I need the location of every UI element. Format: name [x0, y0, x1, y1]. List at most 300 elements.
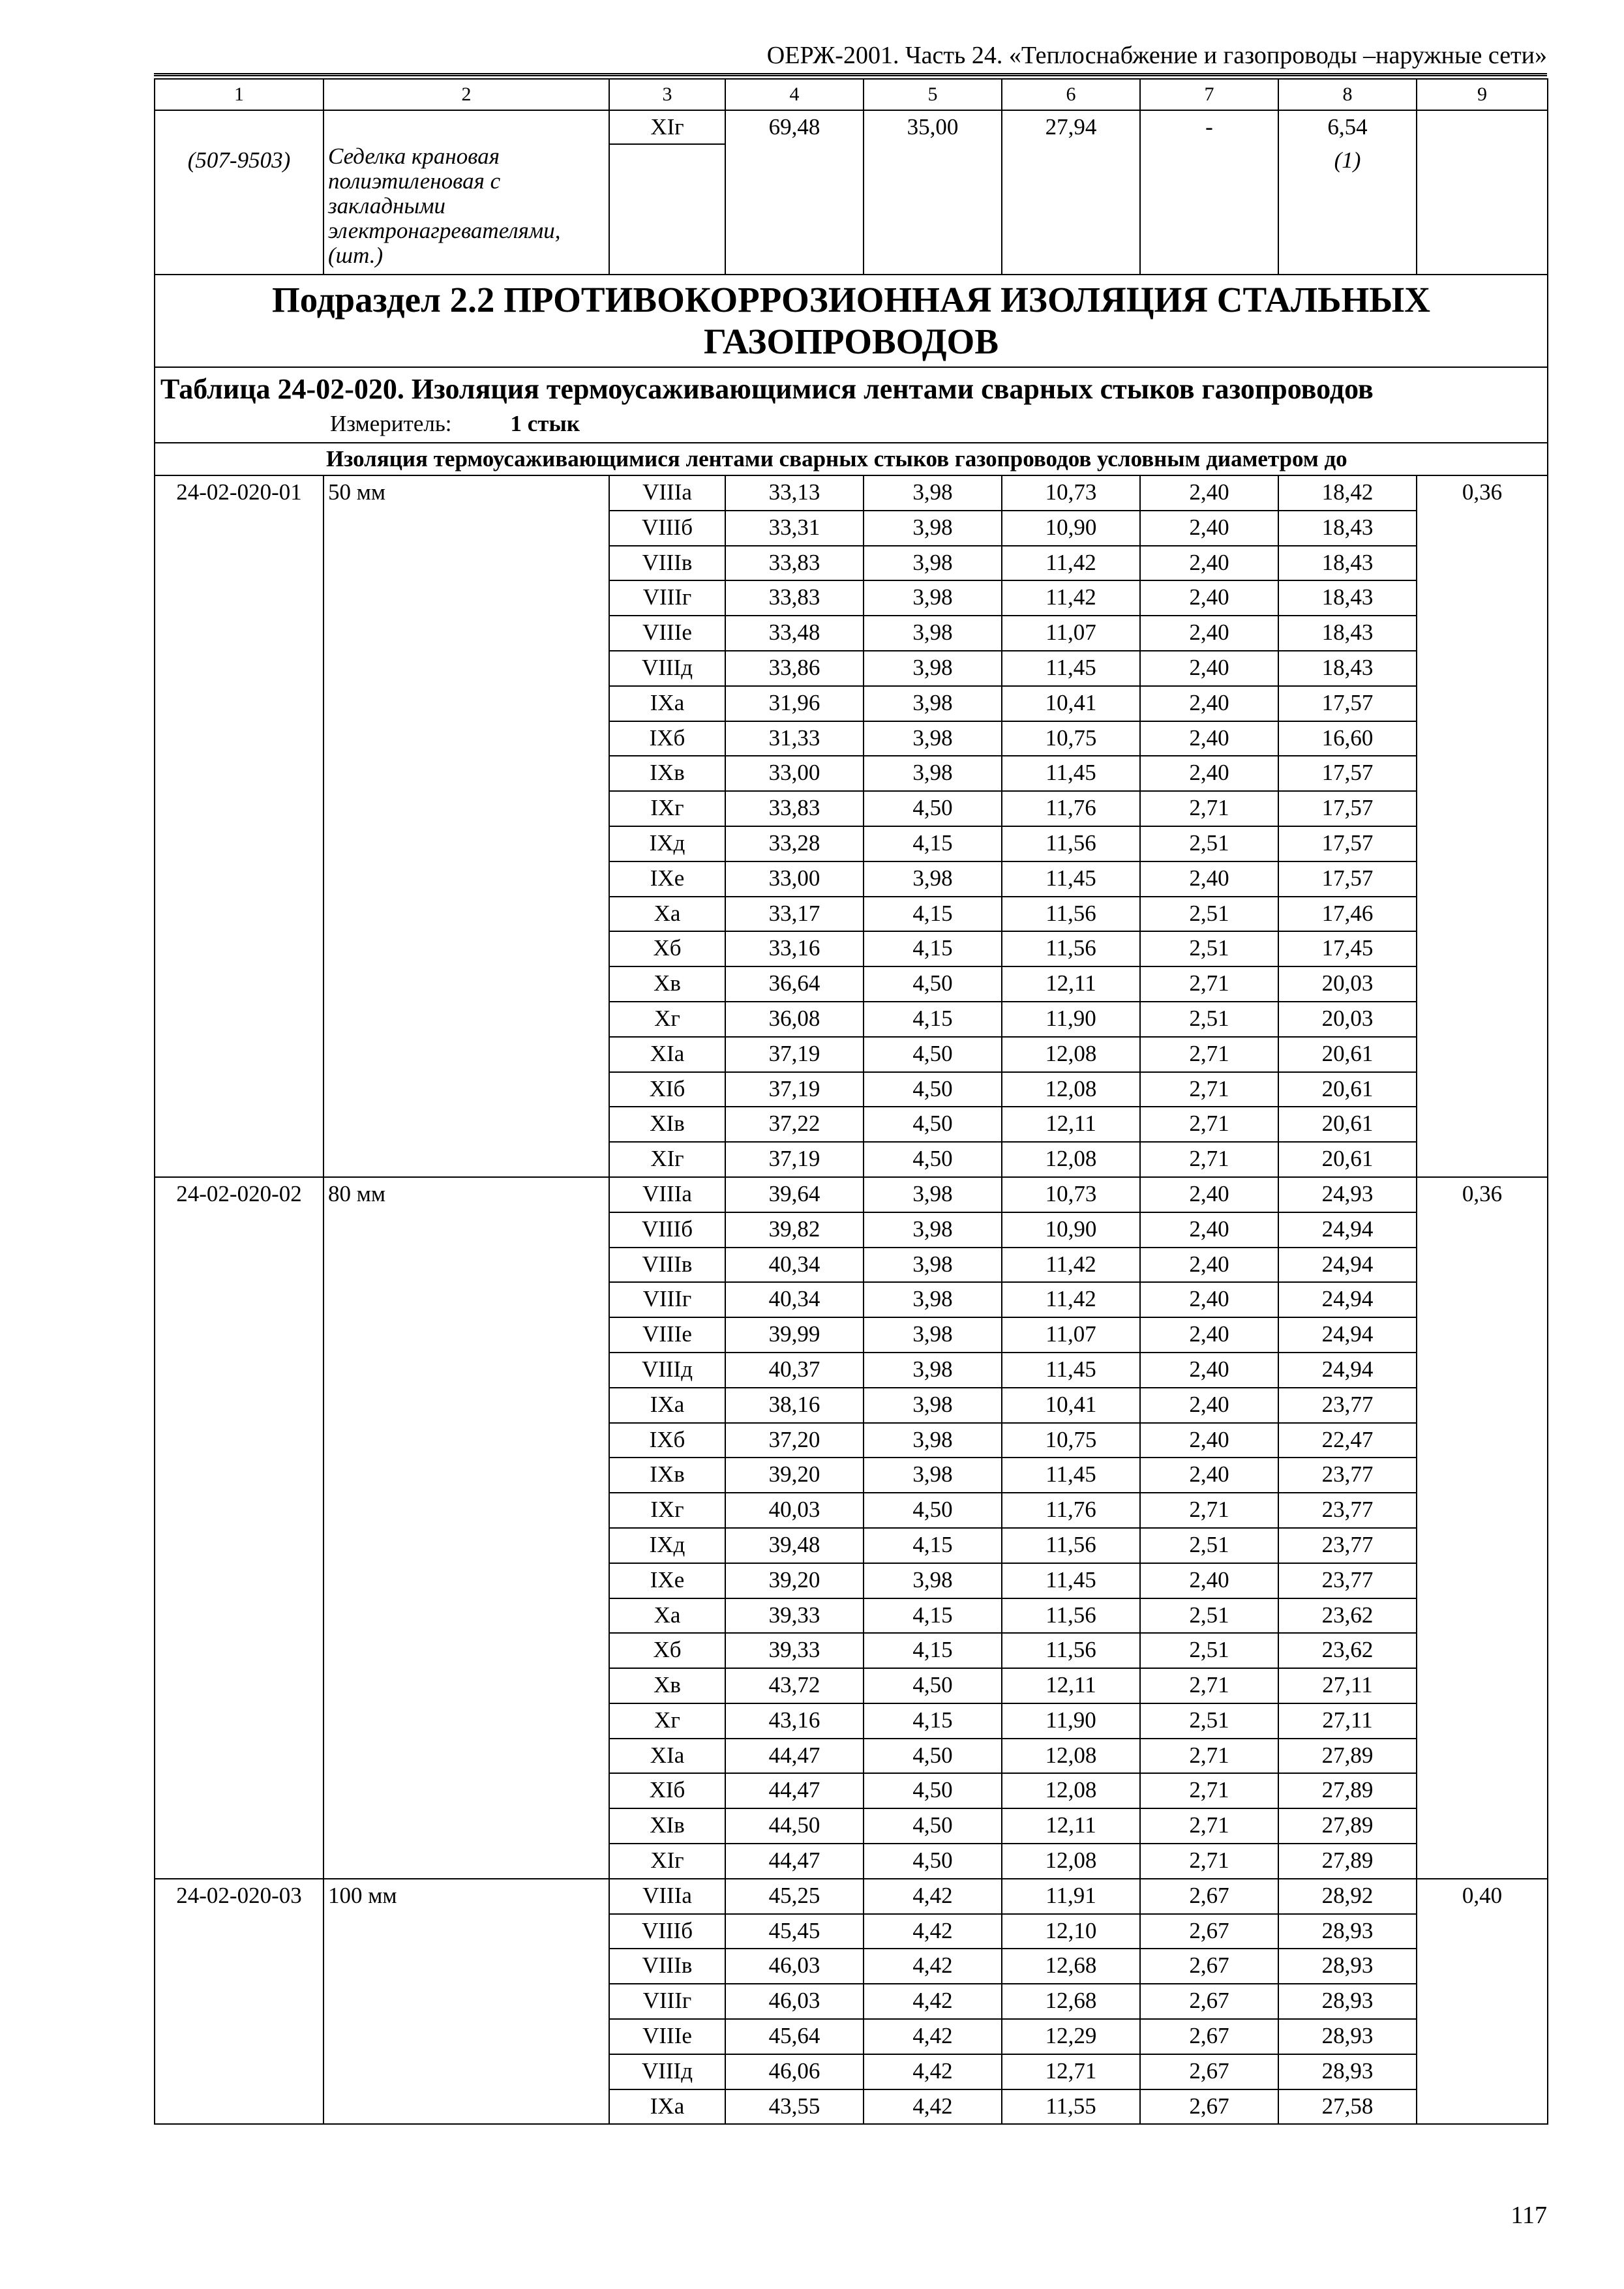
- value-cell: 37,19: [725, 1072, 864, 1107]
- value-cell: 4,50: [864, 1107, 1002, 1142]
- value-cell: 28,93: [1278, 2054, 1417, 2089]
- value-cell: 40,03: [725, 1493, 864, 1528]
- value-cell: 3,98: [864, 1458, 1002, 1493]
- column-number: 3: [609, 79, 725, 110]
- zone-cell: IXг: [609, 1493, 725, 1528]
- value-cell: 4,42: [864, 1984, 1002, 2019]
- value-cell: 3,98: [864, 546, 1002, 581]
- zone-cell: Xв: [609, 966, 725, 1002]
- value-cell: 12,68: [1002, 1984, 1140, 2019]
- value-cell: 18,43: [1278, 511, 1417, 546]
- value-cell: 2,67: [1140, 1984, 1278, 2019]
- value-cell: 33,83: [725, 791, 864, 826]
- value-cell: 2,71: [1140, 966, 1278, 1002]
- value-cell: 11,55: [1002, 2089, 1140, 2125]
- value-cell: 3,98: [864, 1353, 1002, 1388]
- value-cell: 3,98: [864, 1563, 1002, 1598]
- value-cell: 2,40: [1140, 1212, 1278, 1248]
- column-number: 8: [1278, 79, 1417, 110]
- value-cell: 28,92: [1278, 1879, 1417, 1914]
- value-cell: 11,91: [1002, 1879, 1140, 1914]
- value-cell: 20,03: [1278, 1002, 1417, 1037]
- value-cell: 12,08: [1002, 1072, 1140, 1107]
- value-cell: 11,45: [1002, 861, 1140, 897]
- value-cell: 11,42: [1002, 546, 1140, 581]
- value-cell: 31,33: [725, 721, 864, 756]
- value-cell: 12,10: [1002, 1914, 1140, 1949]
- value-cell: 4,50: [864, 1808, 1002, 1844]
- zone-cell: VIIIв: [609, 546, 725, 581]
- value-cell: 31,96: [725, 686, 864, 721]
- zone-cell: Xа: [609, 897, 725, 932]
- item-name: 100 мм: [323, 1879, 609, 2125]
- zone-cell: IXб: [609, 721, 725, 756]
- value-cell: 4,50: [864, 1844, 1002, 1879]
- value-cell: 2,67: [1140, 1879, 1278, 1914]
- value-cell: 12,08: [1002, 1037, 1140, 1072]
- value-cell: 2,40: [1140, 546, 1278, 581]
- value-cell: 3,98: [864, 1212, 1002, 1248]
- zone-cell: VIIIе: [609, 1317, 725, 1353]
- value-cell: 46,03: [725, 1949, 864, 1984]
- value-cell: 4,42: [864, 2089, 1002, 2125]
- value-cell: 11,42: [1002, 1248, 1140, 1283]
- zone-cell: XIг: [609, 1844, 725, 1879]
- value-cell: 3,98: [864, 475, 1002, 511]
- value-cell: 44,47: [725, 1844, 864, 1879]
- value-cell: 2,40: [1140, 861, 1278, 897]
- value-cell: 17,57: [1278, 861, 1417, 897]
- value-cell: 4,42: [864, 2019, 1002, 2054]
- value-cell: 11,56: [1002, 931, 1140, 966]
- zone-cell: XIг: [609, 1142, 725, 1177]
- value-cell: 4,15: [864, 1598, 1002, 1634]
- value-cell: 44,47: [725, 1739, 864, 1774]
- zone-cell: XIв: [609, 1107, 725, 1142]
- running-title: ОЕРЖ-2001. Часть 24. «Теплоснабжение и газопроводы –наружные сети»: [154, 40, 1547, 76]
- value-cell: 28,93: [1278, 1914, 1417, 1949]
- zone-cell: IXе: [609, 1563, 725, 1598]
- value-cell: 2,51: [1140, 897, 1278, 932]
- page-number: 117: [1511, 2202, 1547, 2229]
- value-cell: 12,29: [1002, 2019, 1140, 2054]
- value-cell: 3,98: [864, 651, 1002, 686]
- value-cell: 16,60: [1278, 721, 1417, 756]
- value-cell: 2,71: [1140, 1142, 1278, 1177]
- value-cell: 4,15: [864, 1633, 1002, 1668]
- value-cell: 33,16: [725, 931, 864, 966]
- zone-cell: VIIIа: [609, 1177, 725, 1212]
- value-cell: 28,93: [1278, 2019, 1417, 2054]
- table-row: [155, 1879, 1548, 1914]
- zone-cell: IXг: [609, 791, 725, 826]
- value-cell: 33,83: [725, 580, 864, 616]
- value-cell: 33,00: [725, 756, 864, 791]
- value-cell: 4,42: [864, 1879, 1002, 1914]
- value-cell: 40,37: [725, 1353, 864, 1388]
- value-cell: 12,71: [1002, 2054, 1140, 2089]
- value-cell: 43,16: [725, 1703, 864, 1739]
- value-cell: 17,45: [1278, 931, 1417, 966]
- value-cell: 3,98: [864, 511, 1002, 546]
- value-cell: 3,98: [864, 721, 1002, 756]
- zone-cell: IXб: [609, 1423, 725, 1458]
- value-cell: 2,40: [1140, 616, 1278, 651]
- zone-cell: VIIIа: [609, 475, 725, 511]
- zone-cell: XIа: [609, 1739, 725, 1774]
- value-cell: 46,03: [725, 1984, 864, 2019]
- value-cell: 69,48: [725, 110, 864, 275]
- value-cell: 27,11: [1278, 1703, 1417, 1739]
- value-cell: 3,98: [864, 1177, 1002, 1212]
- value-cell: 40,34: [725, 1248, 864, 1283]
- zone-cell: IXе: [609, 861, 725, 897]
- value-cell: 3,98: [864, 1282, 1002, 1317]
- value-cell: 11,90: [1002, 1002, 1140, 1037]
- value-cell: 39,33: [725, 1633, 864, 1668]
- value-cell: 2,67: [1140, 2054, 1278, 2089]
- value-cell: 39,20: [725, 1563, 864, 1598]
- value-cell: 33,17: [725, 897, 864, 932]
- value-cell: 4,42: [864, 2054, 1002, 2089]
- value-cell: 3,98: [864, 1317, 1002, 1353]
- zone-cell: Xа: [609, 1598, 725, 1634]
- column-number: 2: [323, 79, 609, 110]
- value-cell: 11,45: [1002, 1458, 1140, 1493]
- value-cell: 2,40: [1140, 1563, 1278, 1598]
- value-cell: 28,93: [1278, 1949, 1417, 1984]
- value-cell: 36,08: [725, 1002, 864, 1037]
- value-cell: 11,56: [1002, 1633, 1140, 1668]
- value-cell: 37,22: [725, 1107, 864, 1142]
- machinist-labor-cell: 0,36: [1417, 1177, 1548, 1879]
- value-cell: 18,42: [1278, 475, 1417, 511]
- value-cell: 2,40: [1140, 511, 1278, 546]
- value-cell: 20,03: [1278, 966, 1417, 1002]
- table-title-row: [155, 367, 1548, 443]
- value-cell: 23,62: [1278, 1598, 1417, 1634]
- value-cell: 4,42: [864, 1914, 1002, 1949]
- table-title: Таблица 24-02-020. Изоляция термоусаживающимися лентами сварных стыков газопроводов: [160, 373, 1374, 405]
- value-cell: 37,20: [725, 1423, 864, 1458]
- value-cell: 11,76: [1002, 791, 1140, 826]
- column-number-row: [155, 79, 1548, 110]
- value-cell: 12,68: [1002, 1949, 1140, 1984]
- zone-cell: VIIIе: [609, 616, 725, 651]
- resource-quantity: (1): [1278, 144, 1417, 275]
- item-code: 24-02-020-02: [155, 1177, 323, 1879]
- value-cell: 18,43: [1278, 546, 1417, 581]
- value-cell: 3,98: [864, 1248, 1002, 1283]
- zone-cell: VIIIд: [609, 2054, 725, 2089]
- value-cell: 2,71: [1140, 1739, 1278, 1774]
- value-cell: 11,56: [1002, 1528, 1140, 1563]
- zone-cell: VIIIд: [609, 1353, 725, 1388]
- meter-label: Измеритель:: [330, 411, 452, 436]
- value-cell: 45,45: [725, 1914, 864, 1949]
- value-cell: 10,90: [1002, 511, 1140, 546]
- value-cell: 12,11: [1002, 966, 1140, 1002]
- zone-cell: Xб: [609, 931, 725, 966]
- value-cell: 17,57: [1278, 791, 1417, 826]
- value-cell: 33,31: [725, 511, 864, 546]
- value-cell: 44,47: [725, 1773, 864, 1808]
- value-cell: 2,67: [1140, 2089, 1278, 2125]
- machinist-labor-cell: 0,36: [1417, 475, 1548, 1177]
- value-cell: 44,50: [725, 1808, 864, 1844]
- value-cell: 33,48: [725, 616, 864, 651]
- value-cell: 2,40: [1140, 1458, 1278, 1493]
- zone-cell: XIа: [609, 1037, 725, 1072]
- value-cell: 2,71: [1140, 1773, 1278, 1808]
- value-cell: 24,94: [1278, 1212, 1417, 1248]
- zone-cell: IXв: [609, 1458, 725, 1493]
- zone-cell: IXв: [609, 756, 725, 791]
- value-cell: 2,40: [1140, 1317, 1278, 1353]
- zone-cell: IXд: [609, 826, 725, 861]
- value-cell: 27,89: [1278, 1844, 1417, 1879]
- value-cell: 2,51: [1140, 1002, 1278, 1037]
- value-cell: 2,71: [1140, 1808, 1278, 1844]
- value-cell: 45,64: [725, 2019, 864, 2054]
- value-cell: 37,19: [725, 1037, 864, 1072]
- value-cell: 4,15: [864, 1528, 1002, 1563]
- value-cell: 2,51: [1140, 931, 1278, 966]
- value-cell: 2,71: [1140, 1037, 1278, 1072]
- value-cell: 23,77: [1278, 1493, 1417, 1528]
- value-cell: 27,89: [1278, 1739, 1417, 1774]
- value-cell: 2,71: [1140, 791, 1278, 826]
- value-cell: 2,51: [1140, 826, 1278, 861]
- value-cell: 20,61: [1278, 1072, 1417, 1107]
- value-cell: 18,43: [1278, 616, 1417, 651]
- value-cell: 24,94: [1278, 1317, 1417, 1353]
- value-cell: 35,00: [864, 110, 1002, 275]
- zone-cell: Xб: [609, 1633, 725, 1668]
- value-cell: 3,98: [864, 686, 1002, 721]
- value-cell: 11,45: [1002, 651, 1140, 686]
- column-number: 9: [1417, 79, 1548, 110]
- value-cell: 2,40: [1140, 475, 1278, 511]
- value-cell: 2,40: [1140, 1248, 1278, 1283]
- value-cell: 39,64: [725, 1177, 864, 1212]
- value-cell: 2,51: [1140, 1703, 1278, 1739]
- column-number: 4: [725, 79, 864, 110]
- zone-cell: IXа: [609, 686, 725, 721]
- value-cell: 11,45: [1002, 1353, 1140, 1388]
- zone-cell: XIб: [609, 1072, 725, 1107]
- zone-cell: VIIIе: [609, 2019, 725, 2054]
- column-number: 1: [155, 79, 323, 110]
- value-cell: 2,40: [1140, 1388, 1278, 1423]
- item-name: 80 мм: [323, 1177, 609, 1879]
- item-code: 24-02-020-01: [155, 475, 323, 1177]
- value-cell: 11,56: [1002, 897, 1140, 932]
- value-cell: 2,71: [1140, 1668, 1278, 1703]
- value-cell: 38,16: [725, 1388, 864, 1423]
- subsection-row: [155, 275, 1548, 367]
- value-cell: 2,67: [1140, 2019, 1278, 2054]
- value-cell: 11,42: [1002, 580, 1140, 616]
- value-cell: 20,61: [1278, 1142, 1417, 1177]
- value-cell: 39,33: [725, 1598, 864, 1634]
- value-cell: 23,77: [1278, 1528, 1417, 1563]
- value-cell: 2,40: [1140, 1282, 1278, 1317]
- zone-cell: XIв: [609, 1808, 725, 1844]
- value-cell: 2,40: [1140, 721, 1278, 756]
- value-cell: 33,00: [725, 861, 864, 897]
- group-title: Изоляция термоусаживающимися лентами сварных стыков газопроводов условным диаметром до: [155, 443, 1548, 475]
- value-cell: 4,50: [864, 1142, 1002, 1177]
- value-cell: 4,15: [864, 897, 1002, 932]
- value-cell: 33,28: [725, 826, 864, 861]
- value-cell: 20,61: [1278, 1037, 1417, 1072]
- value-cell: 12,11: [1002, 1808, 1140, 1844]
- value-cell: 2,67: [1140, 1914, 1278, 1949]
- value-cell: 10,73: [1002, 1177, 1140, 1212]
- value-cell: 37,19: [725, 1142, 864, 1177]
- value-cell: 18,43: [1278, 580, 1417, 616]
- value-cell: 10,75: [1002, 721, 1140, 756]
- value-cell: 4,50: [864, 1668, 1002, 1703]
- value-cell: 2,71: [1140, 1107, 1278, 1142]
- value-cell: 12,11: [1002, 1107, 1140, 1142]
- value-cell: 11,56: [1002, 1598, 1140, 1634]
- item-code: 24-02-020-03: [155, 1879, 323, 2125]
- value-cell: 23,62: [1278, 1633, 1417, 1668]
- value-cell: 11,45: [1002, 756, 1140, 791]
- zone-cell: VIIIд: [609, 651, 725, 686]
- value-cell: 39,99: [725, 1317, 864, 1353]
- value-cell: 3,98: [864, 756, 1002, 791]
- value-cell: 4,15: [864, 1002, 1002, 1037]
- value-cell: 17,57: [1278, 756, 1417, 791]
- column-number: 7: [1140, 79, 1278, 110]
- value-cell: 12,11: [1002, 1668, 1140, 1703]
- value-cell: 2,71: [1140, 1493, 1278, 1528]
- zone-cell: IXа: [609, 1388, 725, 1423]
- meter-line: [160, 408, 1542, 440]
- value-cell: 23,77: [1278, 1388, 1417, 1423]
- value-cell: 2,40: [1140, 1353, 1278, 1388]
- value-cell: 20,61: [1278, 1107, 1417, 1142]
- zone-cell: VIIIб: [609, 1914, 725, 1949]
- value-cell: 17,57: [1278, 826, 1417, 861]
- value-cell: 3,98: [864, 580, 1002, 616]
- value-cell: 2,51: [1140, 1598, 1278, 1634]
- value-cell: 2,40: [1140, 651, 1278, 686]
- value-cell: 23,77: [1278, 1458, 1417, 1493]
- value-cell: 18,43: [1278, 651, 1417, 686]
- value-cell: 43,55: [725, 2089, 864, 2125]
- value-cell: 10,73: [1002, 475, 1140, 511]
- resource-code: (507-9503): [155, 144, 323, 275]
- value-cell: 39,82: [725, 1212, 864, 1248]
- value-cell: 4,50: [864, 1072, 1002, 1107]
- table-row: [155, 475, 1548, 511]
- zone-cell: Xг: [609, 1002, 725, 1037]
- value-cell: 11,07: [1002, 1317, 1140, 1353]
- zone-cell: XIб: [609, 1773, 725, 1808]
- value-cell: 3,98: [864, 616, 1002, 651]
- value-cell: 27,58: [1278, 2089, 1417, 2125]
- value-cell: 11,07: [1002, 616, 1140, 651]
- value-cell: 3,98: [864, 861, 1002, 897]
- zone-cell: VIIIг: [609, 1282, 725, 1317]
- zone-cell: VIIIб: [609, 1212, 725, 1248]
- value-cell: 12,08: [1002, 1844, 1140, 1879]
- zone-cell: VIIIв: [609, 1949, 725, 1984]
- value-cell: 24,94: [1278, 1282, 1417, 1317]
- value-cell: 4,15: [864, 1703, 1002, 1739]
- zone-cell: IXа: [609, 2089, 725, 2125]
- value-cell: 4,50: [864, 1493, 1002, 1528]
- zone-cell: Xг: [609, 1703, 725, 1739]
- value-cell: 10,41: [1002, 1388, 1140, 1423]
- zone-cell: VIIIг: [609, 580, 725, 616]
- zone-cell: VIIIв: [609, 1248, 725, 1283]
- column-number: 6: [1002, 79, 1140, 110]
- value-cell: 36,64: [725, 966, 864, 1002]
- value-cell: 17,57: [1278, 686, 1417, 721]
- value-cell: 11,56: [1002, 826, 1140, 861]
- value-cell: 2,40: [1140, 1177, 1278, 1212]
- value-cell: 3,98: [864, 1388, 1002, 1423]
- value-cell: 23,77: [1278, 1563, 1417, 1598]
- item-name: 50 мм: [323, 475, 609, 1177]
- value-cell: 22,47: [1278, 1423, 1417, 1458]
- value-cell: 2,67: [1140, 1949, 1278, 1984]
- value-cell: 45,25: [725, 1879, 864, 1914]
- value-cell: 4,15: [864, 931, 1002, 966]
- value-cell: 27,89: [1278, 1808, 1417, 1844]
- zone-cell: VIIIа: [609, 1879, 725, 1914]
- value-cell: 4,50: [864, 1037, 1002, 1072]
- value-cell: 10,90: [1002, 1212, 1140, 1248]
- value-cell: 11,76: [1002, 1493, 1140, 1528]
- value-cell: 24,93: [1278, 1177, 1417, 1212]
- value-cell: 4,42: [864, 1949, 1002, 1984]
- value-cell: 27,89: [1278, 1773, 1417, 1808]
- value-cell: 27,11: [1278, 1668, 1417, 1703]
- value-cell: 2,40: [1140, 580, 1278, 616]
- value-cell: 2,71: [1140, 1072, 1278, 1107]
- value-cell: 11,42: [1002, 1282, 1140, 1317]
- value-cell: 33,13: [725, 475, 864, 511]
- meter-value: 1 стык: [510, 411, 580, 436]
- value-cell: 24,94: [1278, 1353, 1417, 1388]
- column-number: 5: [864, 79, 1002, 110]
- value-cell: 10,75: [1002, 1423, 1140, 1458]
- zone-cell: Xв: [609, 1668, 725, 1703]
- value-cell: 39,20: [725, 1458, 864, 1493]
- value-cell: 2,51: [1140, 1528, 1278, 1563]
- value-cell: -: [1140, 110, 1278, 275]
- resource-name: Седелка крановая полиэтиленовая с закладными электронагревателями, (шт.): [323, 144, 609, 275]
- value-cell: 33,83: [725, 546, 864, 581]
- value-cell: 2,51: [1140, 1633, 1278, 1668]
- value-cell: 6,54: [1278, 110, 1417, 144]
- group-title-row: [155, 443, 1548, 475]
- value-cell: 2,40: [1140, 1423, 1278, 1458]
- zone-cell: VIIIб: [609, 511, 725, 546]
- table-row: [155, 1177, 1548, 1212]
- value-cell: 11,90: [1002, 1703, 1140, 1739]
- value-cell: 12,08: [1002, 1739, 1140, 1774]
- value-cell: 4,50: [864, 1739, 1002, 1774]
- value-cell: 4,15: [864, 826, 1002, 861]
- value-cell: 10,41: [1002, 686, 1140, 721]
